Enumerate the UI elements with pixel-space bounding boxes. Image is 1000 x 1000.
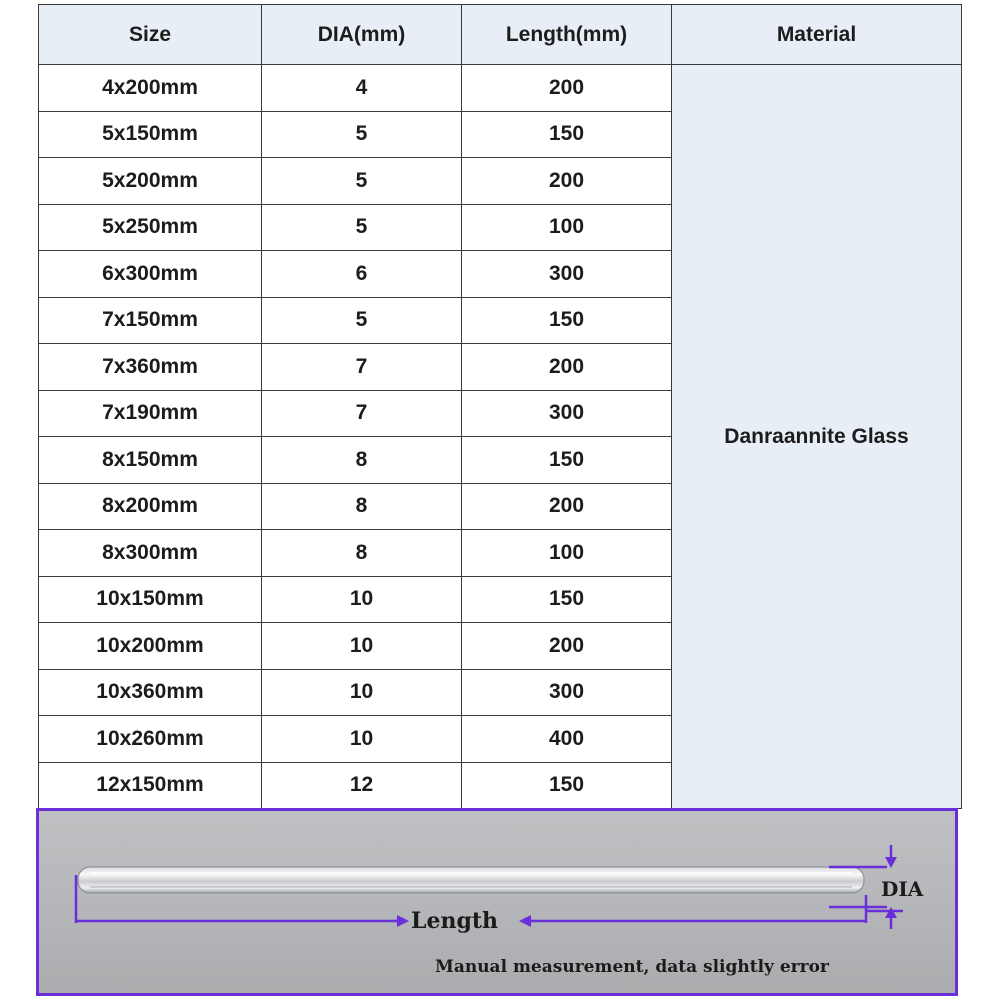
header-length: Length(mm): [462, 5, 672, 65]
table-header-row: [39, 5, 962, 65]
length-cell: 300: [462, 390, 672, 437]
length-cell: 300: [462, 669, 672, 716]
dia-cell: 4: [262, 65, 462, 112]
size-cell: 8x150mm: [39, 437, 262, 484]
spec-table: [38, 4, 962, 809]
dia-cell: 12: [262, 762, 462, 809]
table-row: [39, 65, 962, 112]
material-cell: Danraannite Glass: [672, 65, 962, 809]
length-cell: 400: [462, 716, 672, 763]
size-cell: 5x150mm: [39, 111, 262, 158]
dia-cell: 10: [262, 576, 462, 623]
length-cell: 200: [462, 483, 672, 530]
length-cell: 200: [462, 65, 672, 112]
dia-cell: 5: [262, 111, 462, 158]
dia-cell: 8: [262, 530, 462, 577]
size-cell: 7x360mm: [39, 344, 262, 391]
length-cell: 150: [462, 297, 672, 344]
length-cell: 150: [462, 576, 672, 623]
dia-cell: 8: [262, 483, 462, 530]
measurement-note: Manual measurement, data slightly error: [435, 957, 829, 977]
length-cell: 200: [462, 623, 672, 670]
dia-cell: 6: [262, 251, 462, 298]
dia-cell: 10: [262, 623, 462, 670]
size-cell: 4x200mm: [39, 65, 262, 112]
length-cell: 150: [462, 111, 672, 158]
dia-cell: 10: [262, 716, 462, 763]
size-cell: 10x150mm: [39, 576, 262, 623]
dia-cell: 5: [262, 158, 462, 205]
size-cell: 8x200mm: [39, 483, 262, 530]
size-cell: 7x190mm: [39, 390, 262, 437]
size-cell: 10x360mm: [39, 669, 262, 716]
dia-cell: 7: [262, 344, 462, 391]
length-cell: 150: [462, 437, 672, 484]
length-cell: 100: [462, 530, 672, 577]
header-size: Size: [39, 5, 262, 65]
rod-photo: [36, 808, 958, 996]
size-cell: 8x300mm: [39, 530, 262, 577]
length-cell: 150: [462, 762, 672, 809]
size-cell: 5x200mm: [39, 158, 262, 205]
length-cell: 100: [462, 204, 672, 251]
header-material: Material: [672, 5, 962, 65]
dia-label: DIA: [881, 877, 924, 901]
header-dia: DIA(mm): [262, 5, 462, 65]
length-label: Length: [411, 908, 499, 934]
length-cell: 300: [462, 251, 672, 298]
dia-cell: 5: [262, 204, 462, 251]
length-cell: 200: [462, 158, 672, 205]
size-cell: 10x200mm: [39, 623, 262, 670]
size-cell: 12x150mm: [39, 762, 262, 809]
dia-cell: 7: [262, 390, 462, 437]
size-cell: 7x150mm: [39, 297, 262, 344]
size-cell: 5x250mm: [39, 204, 262, 251]
length-cell: 200: [462, 344, 672, 391]
dia-cell: 5: [262, 297, 462, 344]
size-cell: 6x300mm: [39, 251, 262, 298]
size-cell: 10x260mm: [39, 716, 262, 763]
table-body: [39, 65, 962, 809]
dia-cell: 8: [262, 437, 462, 484]
dia-cell: 10: [262, 669, 462, 716]
